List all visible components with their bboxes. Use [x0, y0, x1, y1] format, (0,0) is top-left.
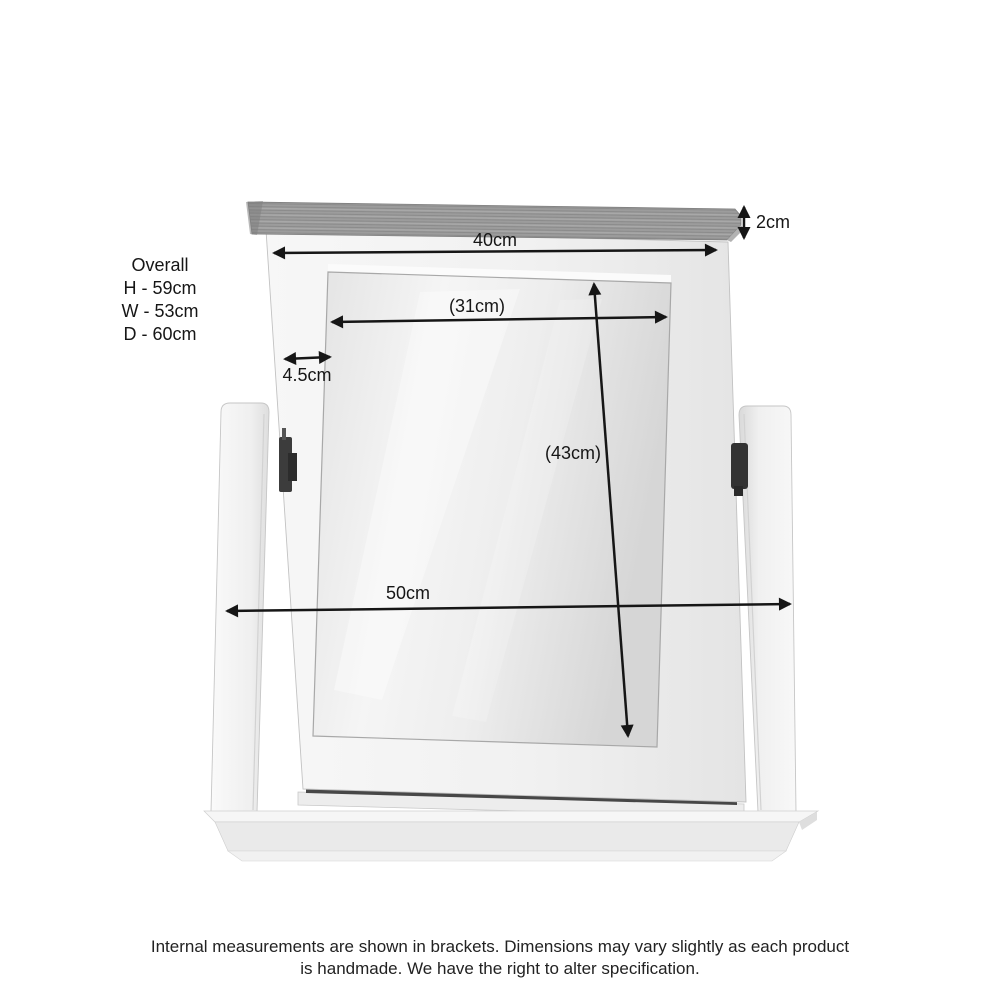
footer-note: Internal measurements are shown in brackets. Dimensions may vary slightly as each product is handmade. We have the right to alter specification. — [150, 937, 850, 979]
overall-depth: D - 60cm — [123, 324, 197, 344]
dim-label-frame-depth: 4.5cm — [282, 365, 332, 385]
dim-label-internal-height: (43cm) — [544, 443, 601, 463]
overall-width: W - 53cm — [121, 301, 199, 321]
dim-label-internal-width: (31cm) — [448, 296, 506, 316]
dim-label-top-thickness: 2cm — [756, 212, 791, 232]
overall-title: Overall — [131, 255, 189, 275]
overall-block — [121, 255, 198, 344]
mirror-frame — [266, 230, 746, 802]
dim-label-top-width: 40cm — [472, 230, 518, 250]
left-stand-post — [211, 403, 269, 812]
right-hinge — [731, 443, 748, 496]
stand-base — [204, 811, 818, 861]
dim-label-base-width: 50cm — [385, 583, 431, 603]
overall-height: H - 59cm — [123, 278, 197, 298]
